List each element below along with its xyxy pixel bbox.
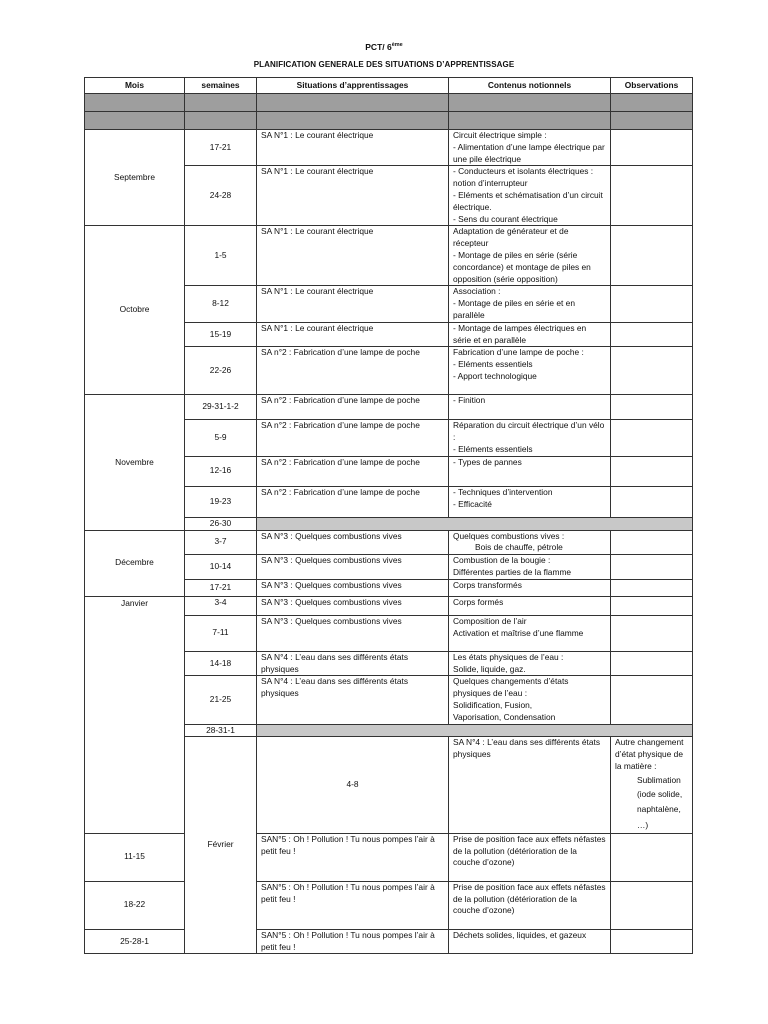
table-row <box>85 395 693 420</box>
week-cell: 18-22 <box>85 881 185 929</box>
month-cell: Octobre <box>85 226 185 395</box>
contenus-cell: Autre changement d’état physique de la matière : Sublimation (iode solide, naphtalène, …) <box>611 737 693 833</box>
document-title: PLANIFICATION GENERALE DES SITUATIONS D’APPRENTISSAGE <box>253 60 515 69</box>
observation-cell <box>611 486 693 517</box>
contenus-cell: Circuit électrique simple : - Alimentation d’une lampe électrique par une pile électrique <box>449 130 611 166</box>
table-row <box>85 130 693 166</box>
sa-cell: SA N°4 : L’eau dans ses différents états physiques <box>449 737 611 833</box>
week-cell: 17-21 <box>185 130 257 166</box>
month-cell: Novembre <box>85 395 185 530</box>
col-header-semaines: semaines <box>185 78 257 94</box>
planning-table <box>84 77 693 954</box>
month-cell: Décembre <box>85 530 185 596</box>
sa-cell: SA n°2 : Fabrication d’une lampe de poche <box>257 486 449 517</box>
contenus-cell: - Conducteurs et isolants électriques : notion d’interrupteur - Eléments et schématisation d’un circuit électrique. - Sens du courant électrique <box>449 166 611 226</box>
contenus-cell: Prise de position face aux effets néfastes de la pollution (détérioration de la couche d’ozone) <box>449 881 611 929</box>
week-cell: 24-28 <box>185 166 257 226</box>
sa-cell: SA N°3 : Quelques combustions vives <box>257 555 449 580</box>
observation-cell <box>611 530 693 555</box>
grey-row <box>85 112 693 130</box>
week-cell: 14-18 <box>185 651 257 676</box>
table-row <box>85 226 693 286</box>
week-cell: 15-19 <box>185 322 257 347</box>
observation-cell <box>611 596 693 615</box>
grey-row <box>85 94 693 112</box>
contenus-cell: Quelques changements d’états physiques de l’eau : Solidification, Fusion, Vaporisation, Condensation <box>449 676 611 724</box>
sa-cell: SA N°1 : Le courant électrique <box>257 130 449 166</box>
observation-cell <box>611 881 693 929</box>
observation-cell <box>611 833 693 881</box>
observation-cell <box>611 322 693 347</box>
table-row <box>85 929 693 954</box>
sa-cell: SA n°2 : Fabrication d’une lampe de poche <box>257 347 449 395</box>
week-cell: 3-4 <box>185 596 257 615</box>
week-cell: 10-14 <box>185 555 257 580</box>
sa-cell: SA N°3 : Quelques combustions vives <box>257 579 449 596</box>
sa-cell: SAN°5 : Oh ! Pollution ! Tu nous pompes l’air à petit feu ! <box>257 929 449 954</box>
observation-cell <box>611 579 693 596</box>
week-cell: 1-5 <box>185 226 257 286</box>
observation-cell <box>611 615 693 651</box>
sa-cell: SA n°2 : Fabrication d’une lampe de poche <box>257 420 449 456</box>
week-cell: 3-7 <box>185 530 257 555</box>
contenus-cell: - Finition <box>449 395 611 420</box>
sa-cell: SA N°1 : Le courant électrique <box>257 226 449 286</box>
week-cell: 21-25 <box>185 676 257 724</box>
observation-cell <box>611 166 693 226</box>
vacation-band <box>257 724 693 737</box>
observation-cell <box>611 226 693 286</box>
sa-cell: SA N°4 : L’eau dans ses différents états physiques <box>257 651 449 676</box>
col-header-situations: Situations d’apprentissages <box>257 78 449 94</box>
contenus-cell: Fabrication d’une lampe de poche : - Eléments essentiels - Apport technologique <box>449 347 611 395</box>
table-row <box>85 833 693 881</box>
week-cell: 19-23 <box>185 486 257 517</box>
observation-cell <box>611 130 693 166</box>
sa-cell: SA N°1 : Le courant électrique <box>257 166 449 226</box>
table-row <box>85 596 693 615</box>
contenus-cell: Adaptation de générateur et de récepteur - Montage de piles en série (série concordance) et montage de piles en opposition (série opposition) <box>449 226 611 286</box>
observation-cell <box>611 456 693 486</box>
contenus-cell: Composition de l’air Activation et maîtrise d’une flamme <box>449 615 611 651</box>
week-cell: 28-31-1 <box>185 724 257 737</box>
contenus-cell: Combustion de la bougie : Différentes parties de la flamme <box>449 555 611 580</box>
sa-cell: SAN°5 : Oh ! Pollution ! Tu nous pompes l’air à petit feu ! <box>257 881 449 929</box>
observation-cell <box>611 651 693 676</box>
week-cell: 8-12 <box>185 286 257 322</box>
table-row <box>85 530 693 555</box>
observation-cell <box>611 929 693 954</box>
sa-cell: SA N°3 : Quelques combustions vives <box>257 615 449 651</box>
sa-cell: SA n°2 : Fabrication d’une lampe de poche <box>257 395 449 420</box>
week-cell: 29-31-1-2 <box>185 395 257 420</box>
contenus-cell: Quelques combustions vives : Bois de chauffe, pétrole <box>449 530 611 555</box>
week-cell: 26-30 <box>185 517 257 530</box>
observation-cell <box>611 395 693 420</box>
sa-cell: SA N°1 : Le courant électrique <box>257 286 449 322</box>
week-cell: 17-21 <box>185 579 257 596</box>
table-row <box>85 881 693 929</box>
week-cell: 12-16 <box>185 456 257 486</box>
week-cell: 5-9 <box>185 420 257 456</box>
sa-cell: SA N°1 : Le courant électrique <box>257 322 449 347</box>
observation-cell <box>611 286 693 322</box>
contenus-cell: Prise de position face aux effets néfastes de la pollution (détérioration de la couche d’ozone) <box>449 833 611 881</box>
observation-cell <box>611 420 693 456</box>
col-header-mois: Mois <box>85 78 185 94</box>
week-cell: 11-15 <box>85 833 185 881</box>
week-cell: 22-26 <box>185 347 257 395</box>
contenus-cell: Les états physiques de l’eau : Solide, liquide, gaz. <box>449 651 611 676</box>
sa-cell: SA N°3 : Quelques combustions vives <box>257 530 449 555</box>
contenus-cell: Association : - Montage de piles en série et en parallèle <box>449 286 611 322</box>
month-cell: Janvier <box>85 596 185 833</box>
month-cell: Février <box>185 737 257 954</box>
col-header-observations: Observations <box>611 78 693 94</box>
week-cell: 7-11 <box>185 615 257 651</box>
table-header-row <box>85 78 693 94</box>
document-code: PCT/ 6ème <box>365 42 403 52</box>
contenus-cell: - Techniques d’intervention - Efficacité <box>449 486 611 517</box>
sa-cell: SA N°4 : L’eau dans ses différents états physiques <box>257 676 449 724</box>
week-cell: 4-8 <box>257 737 449 833</box>
sa-cell: SAN°5 : Oh ! Pollution ! Tu nous pompes l’air à petit feu ! <box>257 833 449 881</box>
observation-cell <box>611 347 693 395</box>
contenus-cell: Corps transformés <box>449 579 611 596</box>
vacation-band <box>257 517 693 530</box>
observation-cell <box>611 555 693 580</box>
contenus-cell: Déchets solides, liquides, et gazeux <box>449 929 611 954</box>
contenus-cell: Réparation du circuit électrique d’un vélo : - Eléments essentiels <box>449 420 611 456</box>
observation-cell <box>611 676 693 724</box>
week-cell: 25-28-1 <box>85 929 185 954</box>
contenus-cell: - Types de pannes <box>449 456 611 486</box>
month-cell: Septembre <box>85 130 185 226</box>
contenus-cell: - Montage de lampes électriques en série et en parallèle <box>449 322 611 347</box>
sa-cell: SA n°2 : Fabrication d’une lampe de poche <box>257 456 449 486</box>
contenus-cell: Corps formés <box>449 596 611 615</box>
sa-cell: SA N°3 : Quelques combustions vives <box>257 596 449 615</box>
col-header-contenus: Contenus notionnels <box>449 78 611 94</box>
